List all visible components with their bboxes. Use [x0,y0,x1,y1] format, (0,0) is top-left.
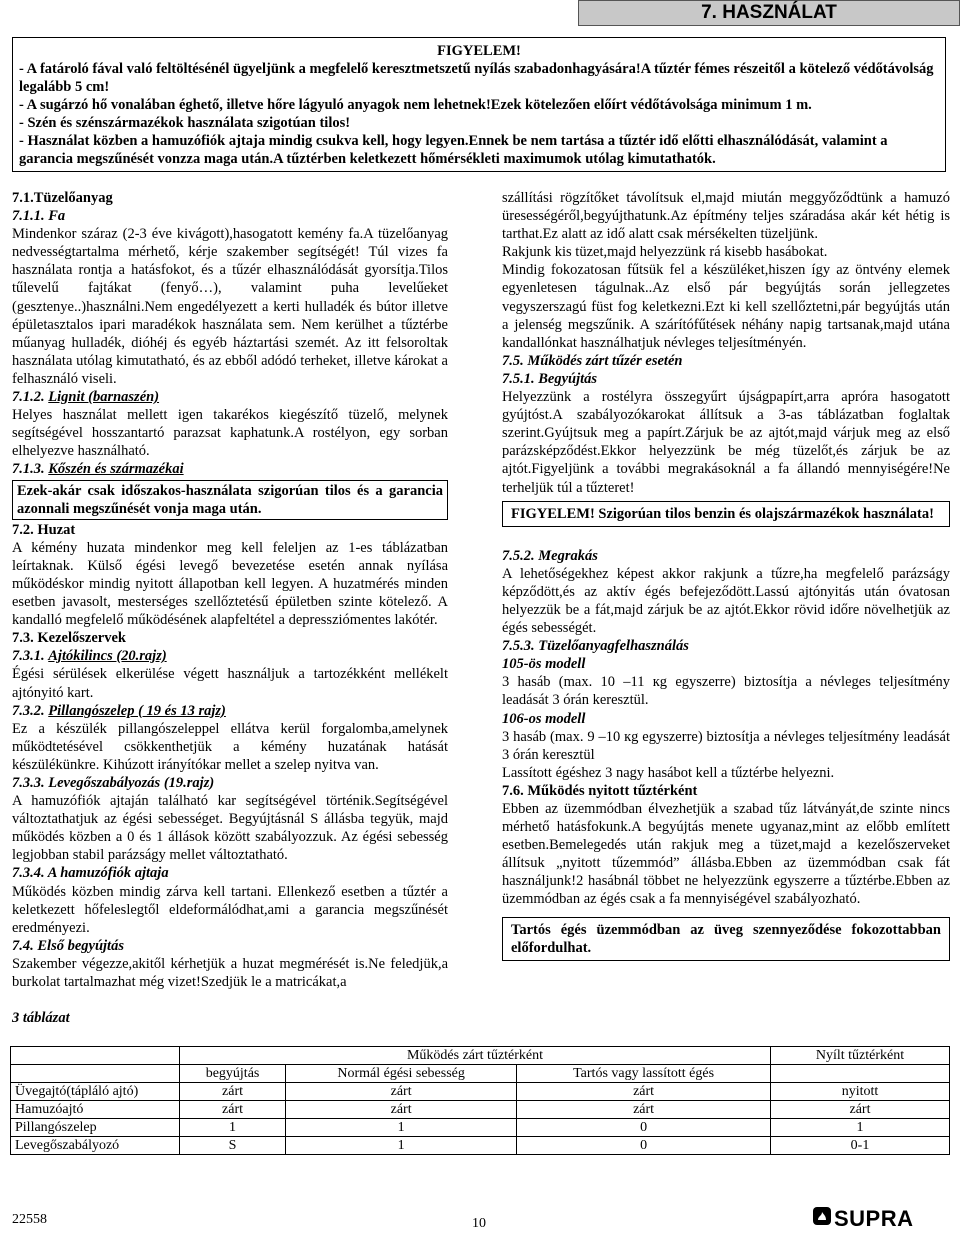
section-heading: 7.3.1. Ajtókilincs (20.rajz) [12,648,167,665]
table-cell: 1 [286,1137,517,1155]
table-cell: 1 [286,1119,517,1137]
section-heading: 7.3. Kezelőszervek [12,630,126,647]
settings-table [10,1046,950,1155]
paragraph: Ez a készülék pillangószeleppel ellátva kerül forgalomba,amelynek működtetésével csökkenthetjük a kémény huzatának hatását készülékünkre. Kihúzott irányítókar mellet a szelep nyitva van. [12,720,448,773]
table-cell [11,1047,180,1065]
left-column [12,189,448,991]
paragraph: Égési sérülések elkerülése végett használjuk a tartozékként mellékelt ajtónyitó kart. [12,666,448,701]
section-heading: 7.1.2. Lignit (barnaszén) [12,389,160,406]
model-heading: 106-os modell [502,710,586,727]
table-cell [11,1065,180,1083]
section-heading: 7.5. Működés zárt tűzér esetén [502,352,683,369]
page-title: 7. HASZNÁLAT [578,0,960,26]
table-cell: zárt [180,1083,286,1101]
table-header-row [11,1065,950,1083]
table-header-row [11,1047,950,1065]
paragraph: A kémény huzata mindenkor meg kell feleljen az 1-es táblázatban leírtaknak. Külső égési levegő bevezetése esetén annak nyílása működéskor mindig nyitott állapotban kell legyen. A huzatmérés minden esetben javasolt, mesterséges szellőztetésű épületben szinte kötelező. A kandalló megfelelő működésének alapfeltétel a depressziómentes lakótér. [12,539,448,629]
warning-line: - A sugárzó hő vonalában éghető, illetve hőre lágyuló anyagok nem lehetnek!Ezek kötelezően előírt védőtávolsága minimum 1 m. [19,97,812,113]
table-cell: nyitott [771,1083,950,1101]
row-label: Üvegajtó(tápláló ajtó) [11,1083,180,1101]
table-cell: 0-1 [771,1137,950,1155]
warning-line: - Használat közben a hamuzófiók ajtaja mindig csukva kell, hogy legyen.Ennek be nem tartása a tűztér idő előtti elhasználódását, valamint a garancia megszűnését vonzza maga után.A tűztérben keletkezett hőmérsékleti maximumok utólag kimutathatók. [19,133,888,167]
paragraph: Mindig fokozatosan fűtsük fel a készüléket,hiszen így az öntvény elemek egyenletesen tágulnak..Az első pár begyújtás során jellegzetes vegyszerszagú füst fog keletkezni.Ezt ki kell szellőztetni,pár begyújtás után a jelenség megszűnik. A szárítófűtések néhány napig tartsanak,majd utána kandallónkat használhatjuk névleges teljesítményén. [502,262,950,351]
table-cell: zárt [517,1083,771,1101]
table-group-header: Működés zárt tűztérként [180,1047,771,1065]
table-cell: S [180,1137,286,1155]
table-group-header: Nyílt tűztérként [771,1047,950,1065]
table-cell: zárt [286,1083,517,1101]
table-cell: 1 [180,1119,286,1137]
row-label: Hamuzóajtó [11,1101,180,1119]
section-heading: 7.4. Első begyújtás [12,937,124,954]
table-row [11,1119,950,1137]
paragraph: Ebben az üzemmódban élvezhetjük a szabad tűz látványát,de szinte nincs mérhető hatásfokunk.A begyújtás menete ugyanaz,mint az előbb említett esetben.Bemelegedés után rakjuk meg a tüzet,majd a kezelőszerveket állítsuk „nyitott tűzemmód” állásba.Ebben az üzemmódban csak fát használjunk!2 hasábnál többet ne helyezzünk egyszerre a tűztérbe.Ebben az üzemmódban az égés csak a fa mennyiségével szabályozható. [502,801,950,908]
paragraph: Helyezzünk a rostélyra összegyűrt újságpapírt,arra apróra hasogatott gyújtóst.A szabályozókarokat állítsuk a 3-as táblázatban foglaltak szerint.Gyújtsuk meg a papírt.Zárjuk be az ajtót,majd várjuk meg az első parázsképződést.Ekkor helyezzünk be még tüzelőt,és zárjuk be az ajtót.Figyeljünk a további megrakásoknál a fa állandó mennyiségére!Ne terheljük túl a tűzteret! [502,389,950,496]
section-heading: 7.1.3. Kőszén és származékai [12,461,184,478]
brand-name: SUPRA [834,1206,914,1231]
warning-line: - A fatároló fával való feltöltésénél ügyeljünk a megfelelő keresztmetszetű nyílás szabadonhagyására!A tűztér fémes részeitől a kötelező védőtávolság legalább 5 cm! [19,61,934,95]
section-heading: 7.5.3. Tüzelőanyagfelhasználás [502,638,689,655]
section-heading: 7.6. Működés nyitott tűztérként [502,782,698,799]
paragraph: 3 hasáb (max. 9 –10 кg egyszerre) biztosítja a névleges teljesítmény leadását 3 órán keresztül [502,728,950,763]
page-number: 10 [472,1216,486,1231]
right-column [502,189,950,969]
paragraph: szállítási rögzítőket távolítsuk el,majd miután meggyőződtünk a hamuzó üresességéről,begyújthatunk.Az építmény teljes száradása akár két hétig is tarthat.Ez alatt az idő alatt csak mérsékelten tüzeljünk. [502,190,950,243]
warning-line: - Szén és szénszármazékok használata szigotúan tilos! [19,115,351,131]
brand-logo [812,1206,914,1232]
section-heading: 7.3.4. A hamuzófiók ajtaja [12,865,169,882]
document-code: 22558 [12,1212,47,1227]
warning-title: FIGYELEM! [437,43,521,59]
section-heading: 7.1.Tüzelőanyag [12,190,113,206]
table-cell: zárt [771,1101,950,1119]
warning-box [12,37,946,172]
table-cell: 0 [517,1137,771,1155]
table-cell: 0 [517,1119,771,1137]
table-row [11,1083,950,1101]
paragraph: A lehetőségekhez képest akkor rakjunk a tűzre,ha megfelelő parázságy képződött,és az aktív égés befejeződött.Lassú ajtónyitás után óvatosan helyezzük be a fát,majd zárjuk be az ajtót.Ekkor rövid időre növelhetjük az égés sebességét. [502,565,950,637]
table-col-header: begyújtás [180,1065,286,1083]
model-heading: 105-ös modell [502,656,586,673]
paragraph: Helyes használat mellett igen takarékos kiegészítő tüzelő, melynek segítségével hosszantartó parazsat kaphatunk.A rostélyon, egy sorban elhelyezve használható. [12,407,448,460]
warning-note-box: FIGYELEM! Szigorúan tilos benzin és olajszármazékok használata! [502,501,950,527]
section-heading: 7.5.1. Begyújtás [502,370,598,387]
table-col-header: Tartós vagy lassított égés [517,1065,771,1083]
paragraph: Mindenkor száraz (2-3 éve kivágott),hasogatott kemény fa.A tüzelőanyag nedvességtartalma mérhető, kérje szakember segítségét! Túl vizes fa használata rontja a hatásfokot, és a tűzér elhasználódását gyorsítja.Tilos tűlevelű fajtákat (fenyő…), valamint puha levelűeket (gesztenye..)használni.Nem engedélyezett a kerti hulladék és bútor illetve épületasztalos ipari maradékok használata sem. Nem kerülhet a tűztérbe műanyag hulladék, dióhéj és egyéb háztartási szemét. Az itt felsoroltak használata utólag kimutatható, és az ebből adódó terheket, illetve károkat a felhasználó viseli. [12,226,448,387]
table-cell [771,1065,950,1083]
page-header [0,0,960,26]
paragraph: Működés közben mindig zárva kell tartani. Ellenkező esetben a tűztér a keletkezett hőfeleslegtől eldeformálódhat,ami a garancia megszűnését eredményezi. [12,883,448,936]
table-row [11,1137,950,1155]
row-label: Levegőszabályozó [11,1137,180,1155]
table-cell: 1 [771,1119,950,1137]
table-cell: zárt [180,1101,286,1119]
paragraph: A hamuzófiók ajtaján található kar segítségével történik.Segítségével változtathatjuk az égési sebességet. Begyújtásnál S állásba tegyük, majd működés közben a 0 és 1 állások között szabályozzuk. Az égési sebesség legjobban stabil parázságy mellet változtatható. [12,793,448,864]
section-heading: 7.3.2. Pillangószelep ( 19 és 13 rajz) [12,702,226,719]
paragraph: Rakjunk kis tüzet,majd helyezzünk rá kisebb hasábokat. [502,244,828,261]
section-heading: 7.2. Huzat [12,521,76,538]
warning-note-box: Tartós égés üzemmódban az üveg szennyeződése fokozottabban előfordulhat. [502,917,950,961]
paragraph: 3 hasáb (max. 10 –11 кg egyszerre) biztosítja a névleges teljesítmény leadását 3 órán keresztül. [502,674,950,709]
section-heading: 7.5.2. Megrakás [502,547,598,564]
paragraph: Szakember végezze,akitől kérhetjük a huzat megmérését is.Ne feledjük,a burkolat tartalmazhat még vizet!Szedjük le a matricákat,a [12,955,448,991]
table-caption: 3 táblázat [12,1010,70,1026]
table-row [11,1101,950,1119]
table-cell: zárt [517,1101,771,1119]
section-heading: 7.3.3. Levegőszabályozás (19.rajz) [12,775,215,791]
warning-note-box: Ezek-akár csak időszakos-használata szigorúan tilos és a garancia azonnali megszűnését vonja maga után. [12,480,448,520]
paragraph: Lassított égéshez 3 nagy hasábot kell a tűztérbe helyezni. [502,764,835,781]
table-cell: zárt [286,1101,517,1119]
section-heading: 7.1.1. Fa [12,208,66,225]
table-col-header: Normál égési sebesség [286,1065,517,1083]
supra-flame-logo-icon [812,1206,832,1232]
row-label: Pillangószelep [11,1119,180,1137]
